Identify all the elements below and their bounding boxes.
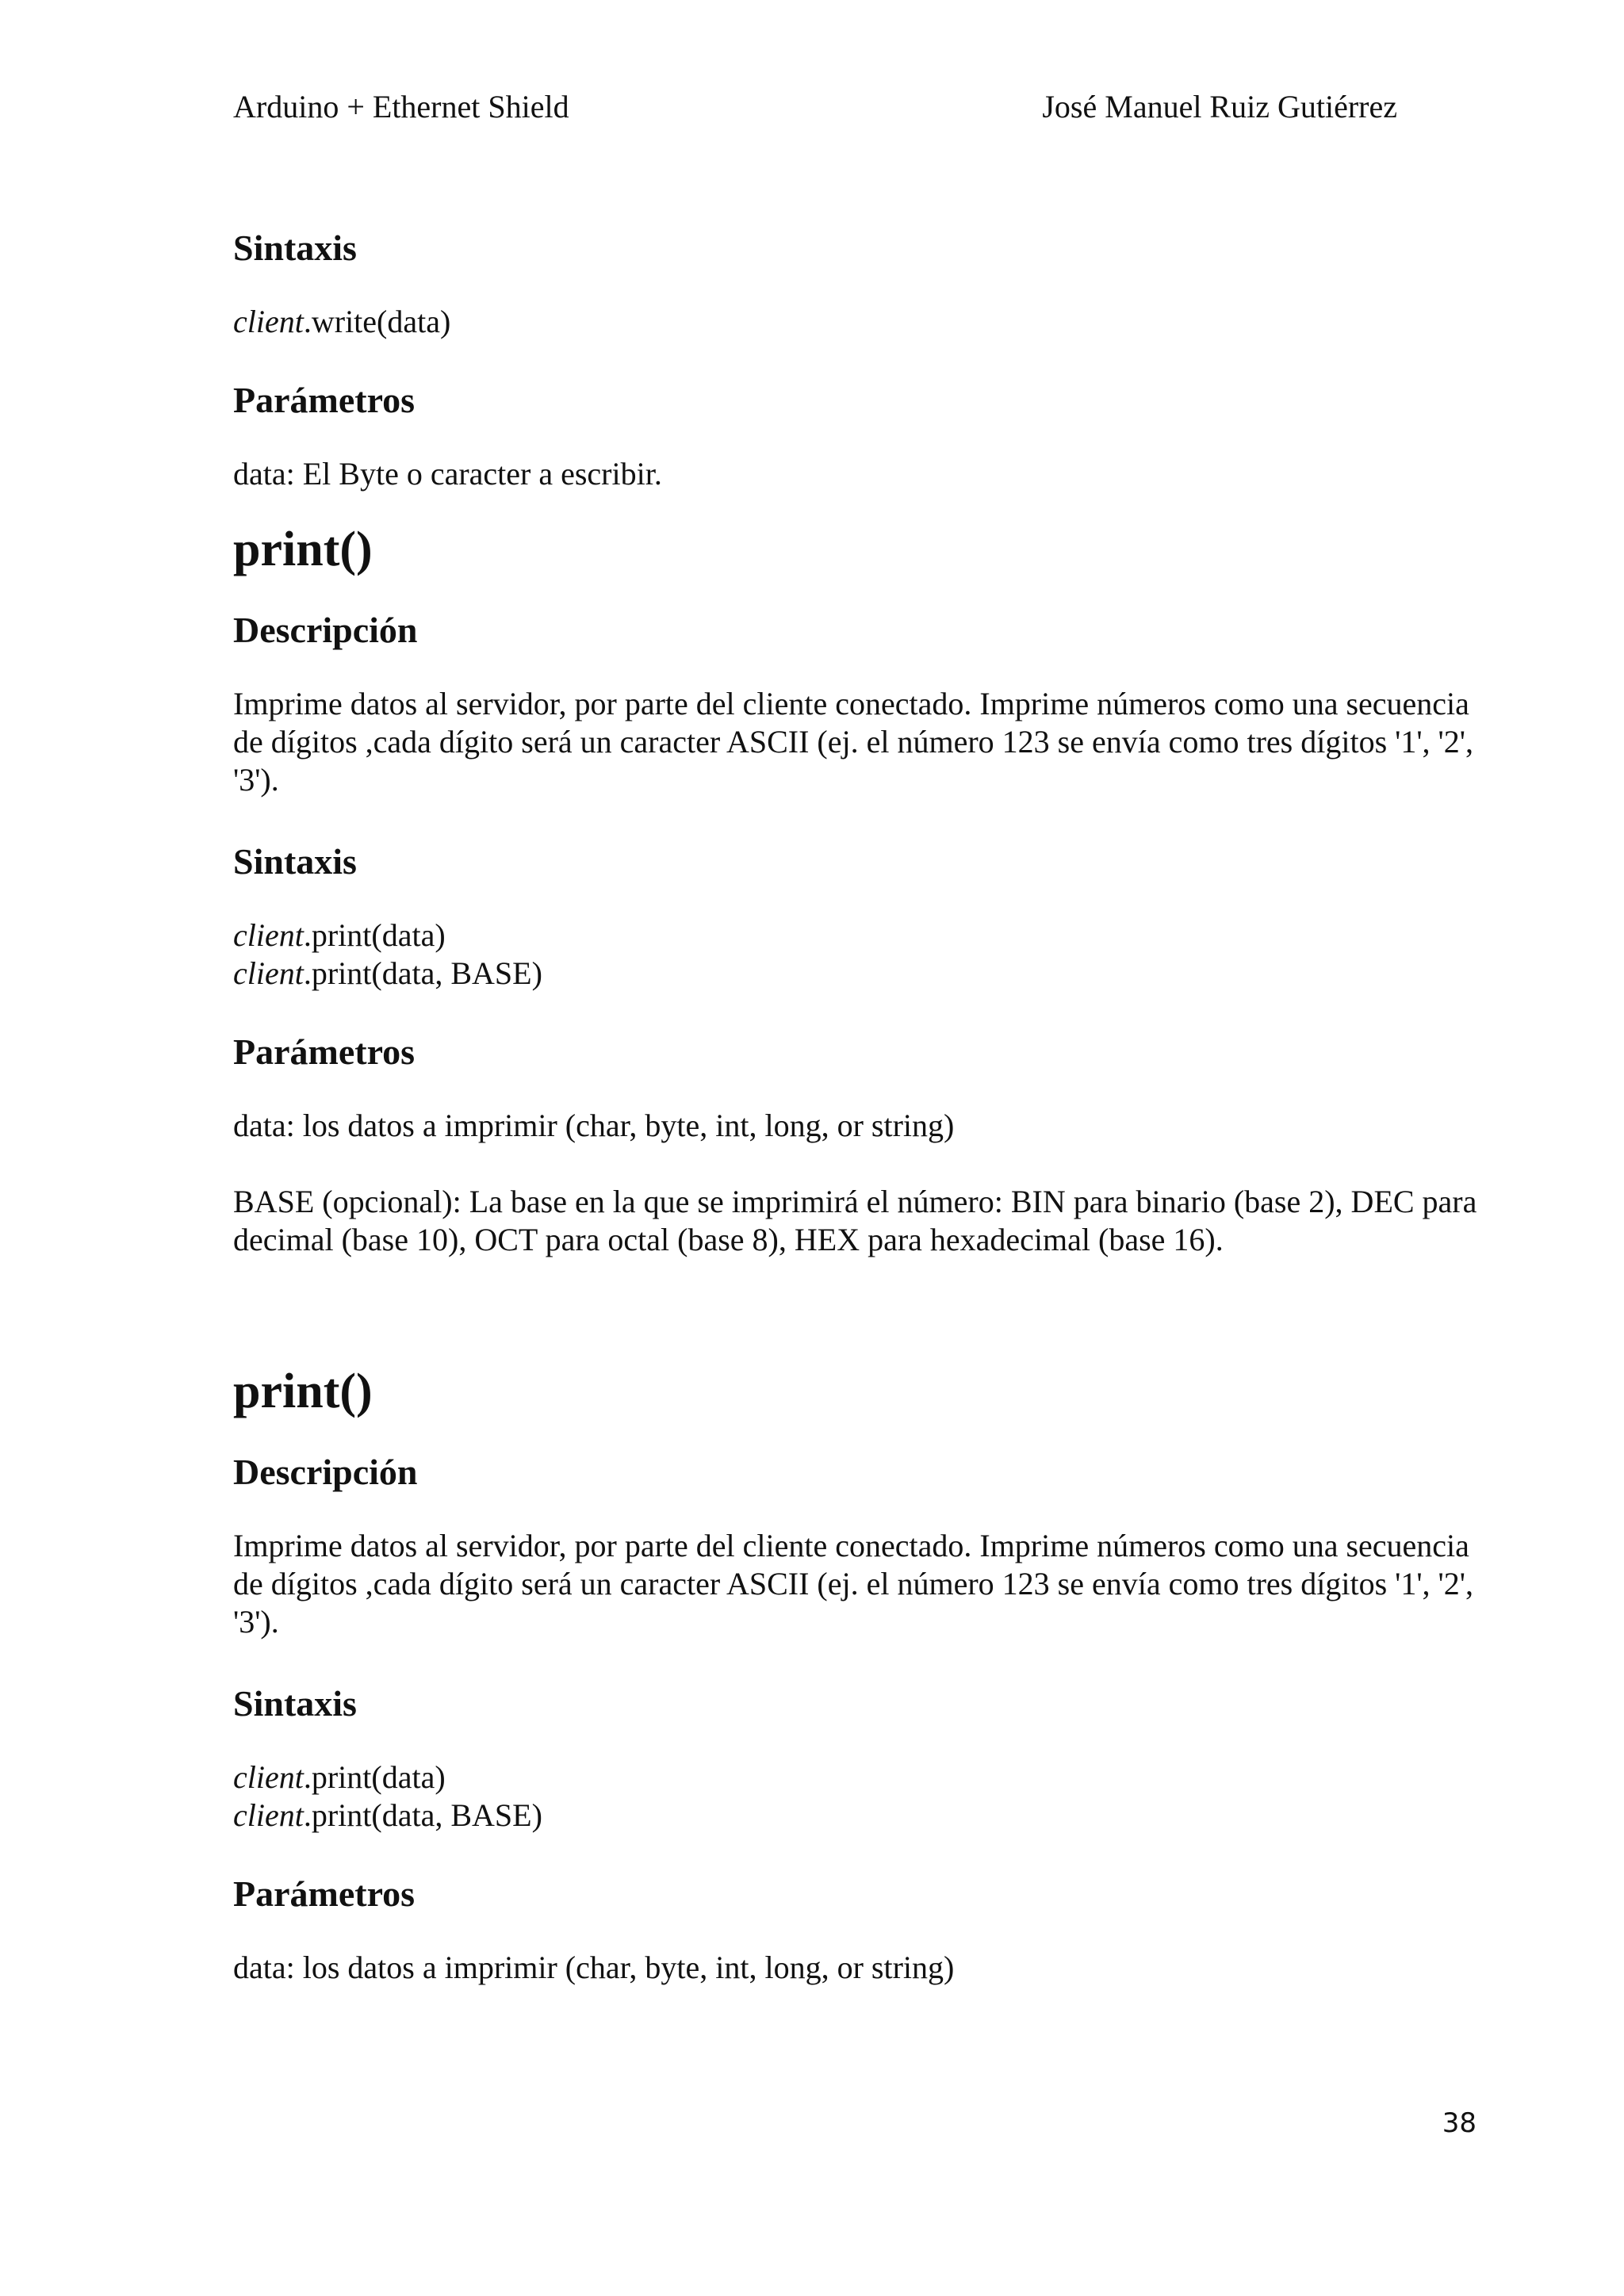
syntax-object: client — [233, 1759, 304, 1795]
print-syntax-line — [233, 1797, 1486, 1835]
print-description-heading: Descripción — [233, 1452, 418, 1492]
print-syntax-heading: Sintaxis — [233, 1683, 357, 1724]
header-book-title: Arduino + Ethernet Shield — [233, 89, 569, 124]
syntax-call: .print(data) — [303, 917, 446, 953]
print-description: Imprime datos al servidor, por parte del cliente conectado. Imprime números como una secuencia de dígitos ,cada dígito será un caracter ASCII (ej. el número 123 se envía como tres dígitos '1', '2', '3'). — [233, 686, 1473, 798]
syntax-call: .print(data, BASE) — [303, 955, 542, 991]
syntax-object: client — [233, 917, 304, 953]
write-section — [233, 220, 1486, 493]
print-title: print() — [233, 1364, 373, 1418]
syntax-call: .print(data, BASE) — [303, 1797, 542, 1833]
print-param-base: BASE (opcional): La base en la que se imprimirá el número: BIN para binario (base 2), DEC para decimal (base 10), OCT para octal (base 8), HEX para hexadecimal (base 16). — [233, 1184, 1477, 1257]
print-syntax-heading: Sintaxis — [233, 841, 357, 882]
print-description-heading: Descripción — [233, 610, 418, 650]
page-number: 38 — [1442, 2107, 1477, 2139]
header-author: José Manuel Ruiz Gutiérrez — [1042, 89, 1397, 124]
print-section-1 — [233, 515, 1486, 1259]
print-syntax-line — [233, 916, 1486, 955]
print-section-2 — [233, 1357, 1486, 1987]
print-syntax-line — [233, 1758, 1486, 1797]
print-param-data: data: los datos a imprimir (char, byte, int, long, or string) — [233, 1108, 955, 1143]
print-param-data: data: los datos a imprimir (char, byte, int, long, or string) — [233, 1950, 955, 1985]
syntax-call: .write(data) — [303, 304, 451, 339]
write-params-heading: Parámetros — [233, 380, 416, 420]
write-syntax-heading: Sintaxis — [233, 228, 357, 268]
print-title: print() — [233, 522, 373, 576]
page-header — [233, 83, 1397, 131]
syntax-object: client — [233, 1797, 304, 1833]
write-param-data: data: El Byte o caracter a escribir. — [233, 456, 662, 492]
syntax-object: client — [233, 304, 304, 339]
print-params-heading: Parámetros — [233, 1031, 416, 1072]
page-content — [233, 220, 1486, 1987]
print-params-heading: Parámetros — [233, 1873, 416, 1914]
print-syntax-line — [233, 955, 1486, 993]
syntax-object: client — [233, 955, 304, 991]
syntax-call: .print(data) — [303, 1759, 446, 1795]
print-description: Imprime datos al servidor, por parte del cliente conectado. Imprime números como una secuencia de dígitos ,cada dígito será un caracter ASCII (ej. el número 123 se envía como tres dígitos '1', '2', '3'). — [233, 1528, 1473, 1640]
write-syntax-line — [233, 303, 1486, 341]
